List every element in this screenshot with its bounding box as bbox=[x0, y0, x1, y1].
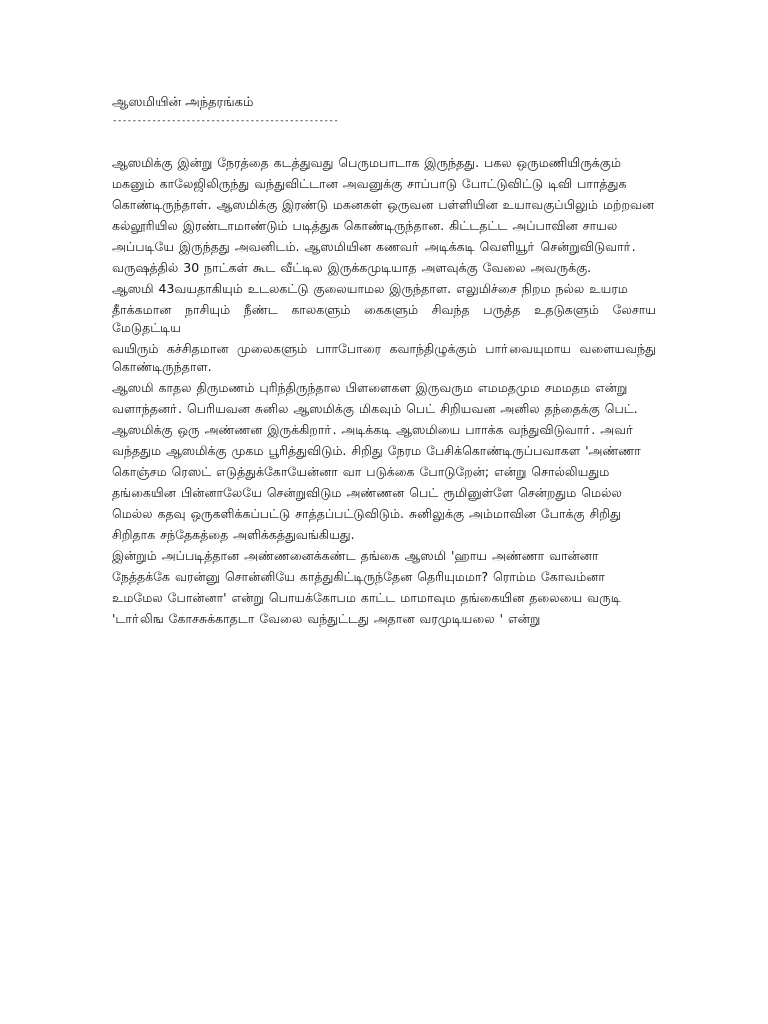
document-title: ஆஸமியின் அந்தரங்கம் bbox=[112, 95, 254, 110]
paragraph-18: இன்றும் அப்படித்தான அண்ணனைக்கண்ட தங்கை ஆஸமி 'ஹாய அண்ணா வான்னா bbox=[112, 548, 599, 563]
paragraph-14: கொஞ்சம ரெஸட் எடுத்துக்கோயேன்னா வா படுக்கை போடுறேன்; என்று சொல்லியதும bbox=[112, 464, 610, 479]
paragraph-21: 'டாா்லிங கோசசுக்காதடா வேலை வந்துட்டது அதான வரமுடியலை ' என்று bbox=[112, 611, 541, 626]
paragraph-13: வந்ததும ஆஸமிக்கு முகம பூரித்துவிடும். சிறிது நேரம பேசிக்கொண்டிருப்பவாகள 'அண்ணா bbox=[112, 443, 641, 458]
paragraph-17: சிறிதாக சந்தேகத்தை அளிக்கத்துவங்கியது. bbox=[112, 527, 355, 542]
story-text bbox=[112, 154, 656, 628]
paragraph-5: அப்படியே இருந்தது அவனிடம். ஆஸமியின கணவா் அடிக்கடி வெளியூா் சென்றுவிடுவாா். bbox=[112, 239, 636, 254]
paragraph-8: தீாக்கமான நாசியும் நீண்ட காலகளும் கைகளும் சிவந்த பருத்த உதடுகளும் லேசாய மேடுதட்டிய bbox=[112, 302, 656, 335]
paragraph-7: ஆஸமி 43வயதாகியும் உடலகட்டு குலையாமல இருந்தாள. எலுமிச்சை நிறம நல்ல உயரம bbox=[112, 281, 628, 296]
paragraph-4: கல்லூரியில இரண்டாமாண்டும் படித்துக கொண்டிருந்தான. கிட்டதட்ட அப்பாவின சாயல bbox=[112, 218, 618, 233]
paragraph-6: வருஷத்தில் 30 நாட்கள் கூட வீட்டில இருக்கமுடியாத அளவுக்கு வேலை அவருக்கு. bbox=[112, 260, 592, 275]
paragraph-20: உமமேல போன்னா' என்று பொயக்கோபம காட்ட மாமாவும தங்கையின தலையை வருடி bbox=[112, 590, 621, 605]
paragraph-9: வயிரும் கச்சிதமான முலைகளும் பாாபோரை கவாந்திழுக்கும் பாா்வையுமாய வளையவந்து கொண்டிருந்தாள. bbox=[112, 341, 656, 374]
paragraph-10: ஆஸமி காதல திருமணம் புரிந்திருந்தால பிளளைகள இருவரும எமமதமும சமமதம என்று bbox=[112, 380, 628, 395]
paragraph-15: தங்கையின பின்னாலேயே சென்றுவிடும அண்ணன பெட் ரூமினுள்ளே சென்றதும மெல்ல bbox=[112, 485, 622, 500]
document-body bbox=[112, 94, 656, 631]
paragraph-2: மகனும் காலேஜிலிருந்து வந்துவிட்டான அவனுக்கு சாப்பாடு போட்டுவிட்டு டிவி பாாத்துக bbox=[112, 176, 627, 191]
paragraph-11: வளாந்தனா். பெரியவன சுனில ஆஸமிக்கு மிகவும் பெட் சிறியவன அனில தந்தைக்கு பெட். bbox=[112, 401, 638, 416]
paragraph-16: மெல்ல கதவு ஒருகளிக்கப்பட்டு சாத்தப்பட்டுவிடும். சுனிலுக்கு அம்மாவின போக்கு சிறிது bbox=[112, 506, 621, 521]
paragraph-12: ஆஸமிக்கு ஒரு அண்ணன இருக்கிறாா். அடிக்கடி ஆஸமியை பாாக்க வந்துவிடுவாா். அவா் bbox=[112, 422, 635, 437]
title-underline: ---------------------------------------------- bbox=[112, 116, 339, 126]
paragraph-1: ஆஸமிக்கு இன்று நேரத்தை கடத்துவது பெருமபாடாக இருந்தது. பகல ஒருமணியிருக்கும் bbox=[112, 155, 621, 170]
paragraph-3: கொண்டிருந்தாள். ஆஸமிக்கு இரண்டு மகனகள் ஒருவன பள்ளியின உயாவகுப்பிலும் மற்றவன bbox=[112, 197, 655, 212]
paragraph-19: நேத்தக்கே வரன்னு சொன்னியே காத்துகிட்டிருந்தேன தெரியுமமா? ரொம்ம கோவம்னா bbox=[112, 569, 605, 584]
